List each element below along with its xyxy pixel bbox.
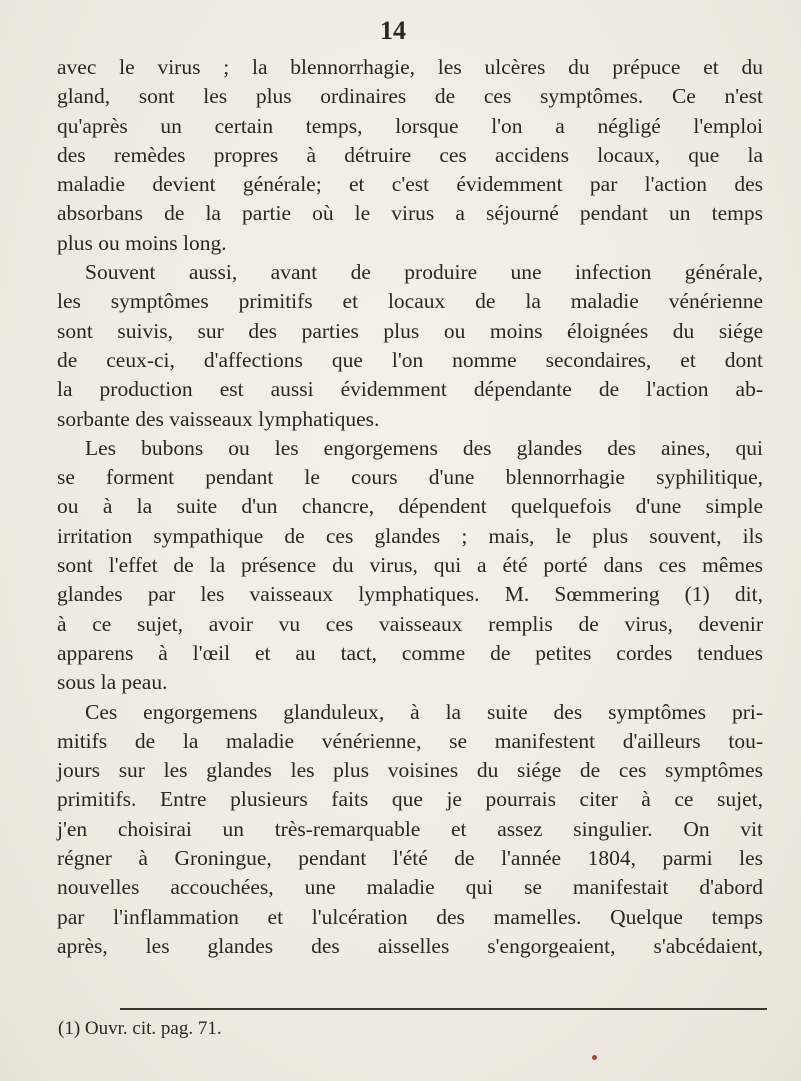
text-line: des remèdes propres à détruire ces accidens locaux, que la <box>57 142 763 167</box>
text-line: Les bubons ou les engorgemens des glandes des aines, qui <box>85 435 763 460</box>
text-line: se forment pendant le cours d'une blennorrhagie syphilitique, <box>57 465 763 490</box>
text-line: sous la peau. <box>57 670 168 695</box>
text-line: sont l'effet de la présence du virus, qui a été porté dans ces mêmes <box>57 553 763 578</box>
text-line: gland, sont les plus ordinaires de ces symptômes. Ce n'est <box>57 84 763 109</box>
text-line: après, les glandes des aisselles s'engorgeaient, s'abcédaient, <box>57 933 763 958</box>
text-line: sont suivis, sur des parties plus ou moins éloignées du siége <box>57 318 763 343</box>
text-line: avec le virus ; la blennorrhagie, les ulcères du prépuce et du <box>57 55 763 79</box>
text-line: mitifs de la maladie vénérienne, se manifestent d'ailleurs tou- <box>57 728 763 753</box>
text-line: glandes par les vaisseaux lymphatiques. M. Sœmmering (1) dit, <box>57 582 763 607</box>
text-line: plus ou moins long. <box>57 230 227 255</box>
text-line: irritation sympathique de ces glandes ; mais, le plus souvent, ils <box>57 523 763 548</box>
page-number: 14 <box>380 16 406 45</box>
text-line: par l'inflammation et l'ulcération des mamelles. Quelque temps <box>57 904 763 929</box>
text-line: à ce sujet, avoir vu ces vaisseaux remplis de virus, devenir <box>57 611 763 636</box>
text-line: nouvelles accouchées, une maladie qui se manifestait d'abord <box>57 875 763 900</box>
text-line: primitifs. Entre plusieurs faits que je pourrais citer à ce sujet, <box>57 787 763 812</box>
text-line: les symptômes primitifs et locaux de la maladie vénérienne <box>57 289 763 314</box>
text-line: maladie devient générale; et c'est évidemment par l'action des <box>57 172 763 197</box>
text-line: sorbante des vaisseaux lymphatiques. <box>57 406 380 431</box>
text-line: qu'après un certain temps, lorsque l'on a négligé l'emploi <box>57 113 763 138</box>
text-line: la production est aussi évidemment dépendante de l'action ab- <box>57 377 763 402</box>
text-line: Souvent aussi, avant de produire une infection générale, <box>85 260 763 285</box>
ink-speck <box>592 1055 597 1060</box>
body-text <box>57 53 763 961</box>
text-line: de ceux-ci, d'affections que l'on nomme secondaires, et dont <box>57 347 763 372</box>
text-line: Ces engorgemens glanduleux, à la suite des symptômes pri- <box>85 699 763 724</box>
text-line: régner à Groningue, pendant l'été de l'année 1804, parmi les <box>57 846 763 871</box>
footnote: (1) Ouvr. cit. pag. 71. <box>58 1018 222 1039</box>
text-line: absorbans de la partie où le virus a séjourné pendant un temps <box>57 201 763 226</box>
text-line: ou à la suite d'un chancre, dépendent quelquefois d'une simple <box>57 494 763 519</box>
text-line: apparens à l'œil et au tact, comme de petites cordes tendues <box>57 640 763 665</box>
text-line: j'en choisirai un très-remarquable et assez singulier. On vit <box>57 816 763 841</box>
footnote-rule <box>120 1008 767 1010</box>
text-line: jours sur les glandes les plus voisines du siége de ces symptômes <box>57 758 763 783</box>
